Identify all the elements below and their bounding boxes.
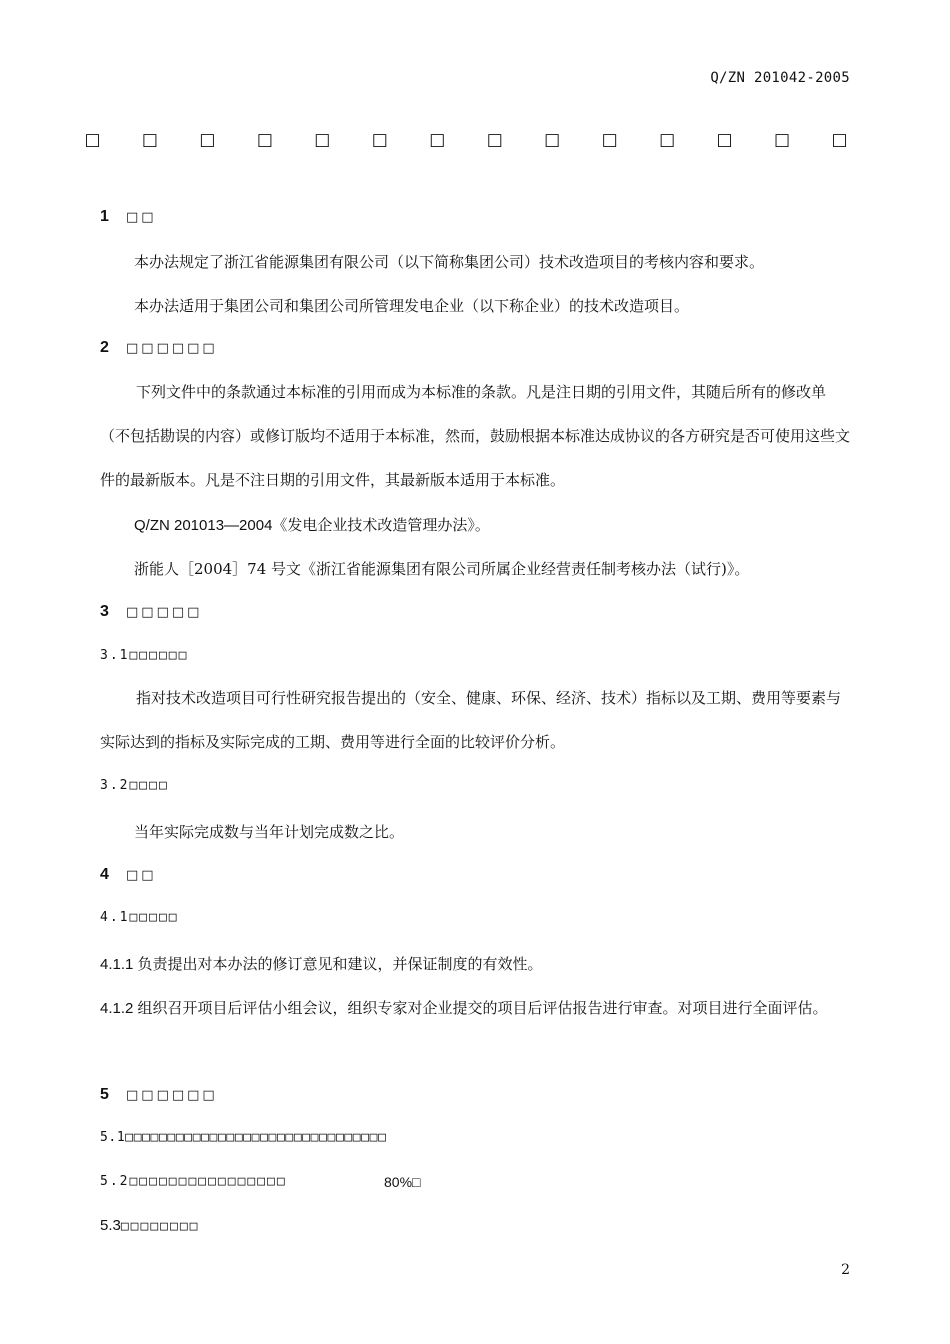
section-1-heading [100, 208, 157, 226]
section-4-heading [100, 866, 157, 884]
clause-number: 4.1.2 [100, 1000, 134, 1017]
section-5-heading [100, 1086, 218, 1104]
subsection-3-1-heading: 3.1□□□□□□ [100, 648, 189, 663]
section-number: 5 [100, 1086, 109, 1103]
subsection-5-1: 5.1□□□□□□□□□□□□□□□□□□□□□□□□□□□□□□□ [100, 1130, 387, 1145]
section-3-heading [100, 603, 202, 621]
section-number: 4 [100, 866, 109, 883]
section-2-paragraph: 下列文件中的条款通过本标准的引用而成为本标准的条款。凡是注日期的引用文件，其随后所有的修改单（不包括勘误的内容）或修订版均不适用于本标准，然而，鼓励根据本标准达成协议的各方研究是否可使用这些文件的最新版本。凡是不注日期的引用文件，其最新版本适用于本标准。 [100, 383, 851, 489]
page-number: 2 [841, 1262, 850, 1278]
clause-label: □□□□□□□□ [120, 1219, 200, 1234]
section-number: 3 [100, 603, 109, 620]
section-label: □□ [126, 210, 157, 225]
subsection-3-2-paragraph: 当年实际完成数与当年计划完成数之比。 [134, 823, 405, 841]
section-label: □□□□□□ [126, 1088, 218, 1103]
subsection-3-1-paragraph: 指对技术改造项目可行性研究报告提出的（安全、健康、环保、经济、技术）指标以及工期、费用等要素与实际达到的指标及实际完成的工期、费用等进行全面的比较评价分析。 [100, 689, 842, 751]
clause-number: 4.1.1 [100, 956, 134, 973]
document-title: □ □ □ □ □ □ □ □ □ □ □ □ □ □ [84, 130, 866, 150]
clause-number: 5.3 [100, 1217, 121, 1234]
reference-document-1: Q/ZN 201013—2004《发电企业技术改造管理办法》。 [134, 517, 490, 534]
clause-4-1-2 [100, 986, 855, 1031]
section-1-paragraph-2: 本办法适用于集团公司和集团公司所管理发电企业（以下称企业）的技术改造项目。 [134, 297, 690, 315]
subsection-4-1-heading: 4.1□□□□□ [100, 910, 179, 925]
standard-code: Q/ZN 201042-2005 [710, 70, 850, 86]
section-number: 1 [100, 208, 109, 225]
section-label: □□□□□ [126, 605, 203, 620]
section-label: □□□□□□ [126, 341, 218, 356]
clause-4-1-1 [100, 953, 543, 974]
subsection-3-2-heading: 3.2□□□□ [100, 778, 169, 793]
section-2-heading [100, 339, 218, 357]
subsection-5-2-value: 80%□ [384, 1174, 421, 1190]
subsection-5-2: 5.2□□□□□□□□□□□□□□□□ [100, 1174, 287, 1189]
section-number: 2 [100, 339, 109, 356]
section-label: □□ [126, 868, 157, 883]
section-1-paragraph-1: 本办法规定了浙江省能源集团有限公司（以下简称集团公司）技术改造项目的考核内容和要求。 [134, 253, 765, 271]
subsection-5-3 [100, 1217, 199, 1234]
reference-document-2: 浙能人［2004］74 号文《浙江省能源集团有限公司所属企业经营责任制考核办法（试行)》。 [134, 560, 750, 578]
clause-text: 组织召开项目后评估小组会议，组织专家对企业提交的项目后评估报告进行审查。对项目进行全面评估。 [137, 999, 828, 1017]
clause-text: 负责提出对本办法的修订意见和建议，并保证制度的有效性。 [137, 955, 543, 973]
